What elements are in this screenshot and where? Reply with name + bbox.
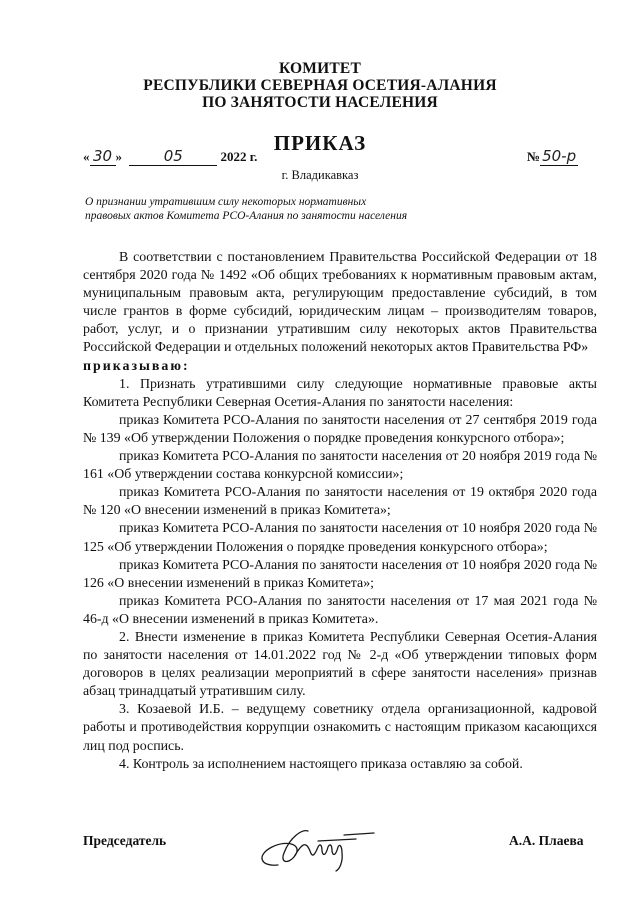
document-title: ПРИКАЗ [273, 131, 367, 155]
repealed-act-5: приказ Комитета РСО-Алания по занятости населения от 10 ноября 2020 года № 126 «О внесении изменений в приказ Комитета»; [83, 557, 597, 591]
header-department: ПО ЗАНЯТОСТИ НАСЕЛЕНИЯ [202, 94, 438, 111]
repealed-act-6: приказ Комитета РСО-Алания по занятости населения от 17 мая 2021 года № 46-д «О внесении изменений в приказ Комитета». [83, 593, 597, 627]
order-number [527, 147, 578, 165]
item-2: 2. Внести изменение в приказ Комитета Республики Северная Осетия-Алания по занятости населения от 14.01.2022 год № 2-д «Об утверждении типовых форм договоров в целях реализации мероприятий в сфере занятости населения» признав абзац тринадцатый утратившим силу. [83, 629, 597, 700]
date-close-quote: » [115, 149, 122, 164]
repealed-act-4: приказ Комитета РСО-Алания по занятости населения от 10 ноября 2020 года № 125 «Об утверждении Положения о порядке проведения конкурсного отбора»; [83, 521, 597, 555]
header-committee: КОМИТЕТ [278, 60, 361, 77]
subject-line-1: О признании утратившим силу некоторых нормативных [85, 196, 367, 208]
city: г. Владикавказ [281, 168, 359, 182]
header-republic: РЕСПУБЛИКИ СЕВЕРНАЯ ОСЕТИЯ-АЛАНИЯ [143, 77, 497, 94]
number-value: 50-р [542, 147, 577, 165]
date-month: 05 [129, 147, 217, 166]
handwritten-signature [248, 817, 378, 877]
repealed-act-3: приказ Комитета РСО-Алания по занятости населения от 19 октября 2020 года № 120 «О внесении изменений в приказ Комитета»; [83, 485, 597, 519]
subject-line-2: правовых актов Комитета РСО-Алания по занятости населения [85, 210, 408, 222]
preamble: В соответствии с постановлением Правительства Российской Федерации от 18 сентября 2020 года № 1492 «Об общих требованиях к нормативным правовым актам, муниципальным правовым акта, регулирующим предоставление субсидий, в том числе грантов в форме субсидий, юридическим лицам – производителям товаров, работ, услуг, и о признании утратившим силу некоторых актов Правительства Российской Федерации и отдельных положений некоторых актов Правительства РФ» [83, 250, 597, 356]
repealed-act-1: приказ Комитета РСО-Алания по занятости населения от 27 сентября 2019 года № 139 «Об утверждении Положения о порядке проведения конкурсного отбора»; [83, 412, 597, 446]
item-1: 1. Признать утратившими силу следующие нормативные правовые акты Комитета Республики Северная Осетия-Алания по занятости населения: [83, 376, 597, 410]
signatory-position: Председатель [83, 833, 167, 848]
signatory-name: А.А. Плаева [509, 833, 584, 848]
date-open-quote: « [83, 149, 90, 164]
order-body [83, 249, 597, 774]
repealed-act-2: приказ Комитета РСО-Алания по занятости населения от 20 ноября 2019 года № 161 «Об утверждении состава конкурсной комиссии»; [83, 449, 597, 483]
order-keyword: приказываю: [83, 358, 190, 374]
order-subject [85, 195, 407, 223]
item-3: 3. Козаевой И.Б. – ведущему советнику отдела организационной, кадровой работы и противодействия коррупции ознакомить с настоящим приказом касающихся лиц под роспись. [83, 702, 597, 754]
order-date [83, 147, 257, 166]
date-day: 30 [90, 147, 116, 166]
date-year: 2022 г. [220, 149, 258, 164]
number-prefix: № [527, 149, 541, 164]
item-4: 4. Контроль за исполнением настоящего приказа оставляю за собой. [119, 756, 523, 772]
